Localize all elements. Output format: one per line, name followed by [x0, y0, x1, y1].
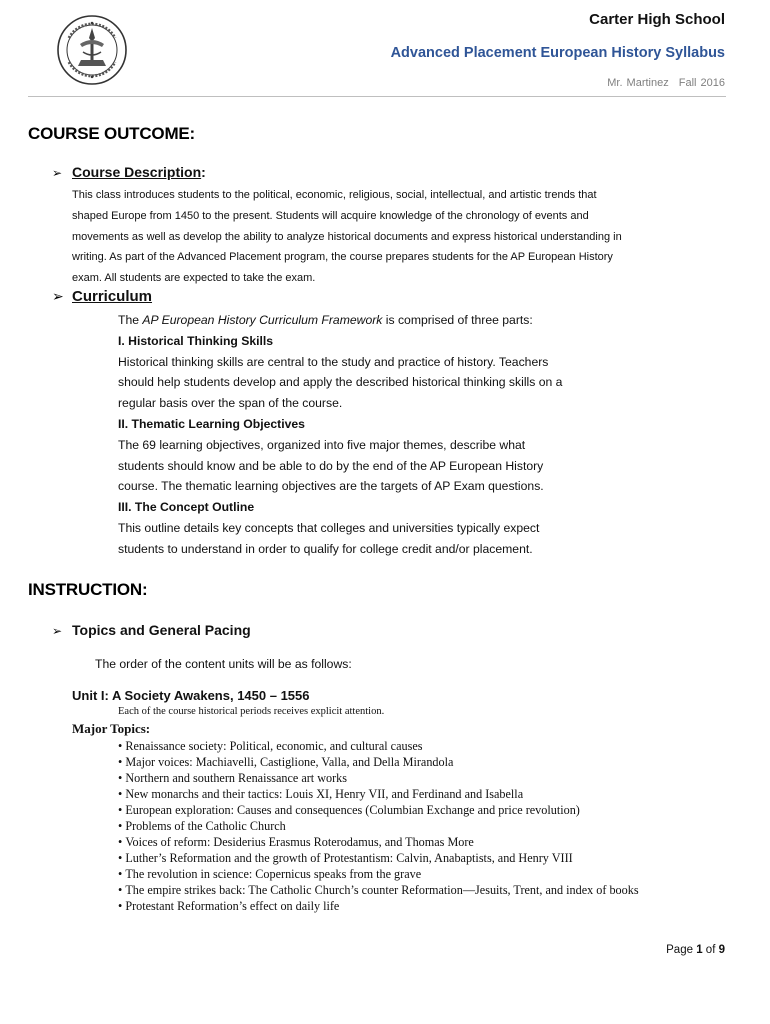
description-line: movements as well as develop the ability to analyze historical documents and express historical understanding in [72, 230, 622, 243]
pacing-title: Topics and General Pacing [72, 622, 251, 638]
pacing-bullet [52, 622, 251, 638]
unit-subtitle: Each of the course historical periods receives explicit attention. [118, 706, 385, 717]
list-item: • Major voices: Machiavelli, Castiglione, Valla, and Della Mirandola [118, 754, 639, 770]
teacher-name: Mr. Martinez [607, 77, 669, 89]
course-description-title: Course Description: [72, 164, 206, 180]
course-description-text [72, 185, 722, 289]
course-outcome-heading: COURSE OUTCOME: [28, 124, 196, 143]
arrow-bullet-icon: ➢ [52, 624, 63, 638]
major-topics-label: Major Topics: [72, 721, 151, 736]
part3-line: This outline details key concepts that colleges and universities typically expect [118, 520, 540, 535]
description-line: exam. All students are expected to take the exam. [72, 272, 316, 285]
list-item: • European exploration: Causes and consequences (Columbian Exchange and price revolution) [118, 802, 639, 818]
instruction-heading: INSTRUCTION: [28, 580, 148, 599]
unit-title: Unit I: A Society Awakens, 1450 – 1556 [72, 688, 310, 703]
arrow-bullet-icon: ➢ [52, 288, 64, 304]
part2-line: students should know and be able to do by the end of the AP European History [118, 458, 544, 473]
arrow-bullet-icon: ➢ [52, 166, 63, 180]
part2-line: course. The thematic learning objectives are the targets of AP Exam questions. [118, 479, 544, 494]
current-page: 1 [696, 944, 703, 956]
curriculum-title: Curriculum [72, 288, 153, 305]
teacher-term [607, 77, 725, 89]
curriculum-body [118, 310, 678, 560]
description-line: This class introduces students to the political, economic, religious, social, intellectual, and artistic trends that [72, 189, 597, 201]
header-divider [28, 96, 726, 97]
part2-heading: II. Thematic Learning Objectives [118, 416, 305, 431]
list-item: • Protestant Reformation’s effect on daily life [118, 898, 639, 914]
part1-line: regular basis over the span of the course. [118, 396, 343, 411]
framework-title: AP European History Curriculum Framework [142, 313, 383, 327]
list-item: • The revolution in science: Copernicus speaks from the grave [118, 866, 639, 882]
part2-line: The 69 learning objectives, organized into five major themes, describe what [118, 437, 526, 452]
curriculum-bullet [52, 288, 152, 305]
curriculum-intro: The AP European History Curriculum Framework is comprised of three parts: [118, 313, 533, 327]
part1-heading: I. Historical Thinking Skills [118, 333, 274, 348]
course-description-bullet [52, 164, 206, 182]
list-item: • Northern and southern Renaissance art works [118, 770, 639, 786]
list-item: • Luther’s Reformation and the growth of Protestantism: Calvin, Anabaptists, and Henry VIII [118, 850, 639, 866]
list-item: • Voices of reform: Desiderius Erasmus Roterodamus, and Thomas More [118, 834, 639, 850]
part1-line: should help students develop and apply the described historical thinking skills on a [118, 375, 563, 390]
description-line: writing. As part of the Advanced Placement program, the course prepares students for the AP European History [72, 251, 613, 264]
school-seal-icon [56, 14, 128, 86]
page-number: Page 1 of 9 [666, 944, 725, 956]
major-topics-list [118, 738, 639, 914]
pacing-intro: The order of the content units will be as follows: [95, 657, 352, 671]
school-name: Carter High School [589, 11, 725, 28]
syllabus-title: Advanced Placement European History Syllabus [390, 45, 725, 61]
part3-line: students to understand in order to qualify for college credit and/or placement. [118, 541, 533, 556]
part3-heading: III. The Concept Outline [118, 500, 255, 515]
list-item: • The empire strikes back: The Catholic Church’s counter Reformation—Jesuits, Trent, and index of books [118, 882, 639, 898]
description-line: shaped Europe from 1450 to the present. Students will acquire knowledge of the chronology of events and [72, 209, 589, 222]
total-pages: 9 [718, 944, 725, 956]
list-item: • Renaissance society: Political, economic, and cultural causes [118, 738, 639, 754]
list-item: • New monarchs and their tactics: Louis XI, Henry VII, and Ferdinand and Isabella [118, 786, 639, 802]
list-item: • Problems of the Catholic Church [118, 818, 639, 834]
part1-line: Historical thinking skills are central to the study and practice of history. Teachers [118, 354, 549, 369]
term-label: Fall 2016 [678, 77, 725, 89]
